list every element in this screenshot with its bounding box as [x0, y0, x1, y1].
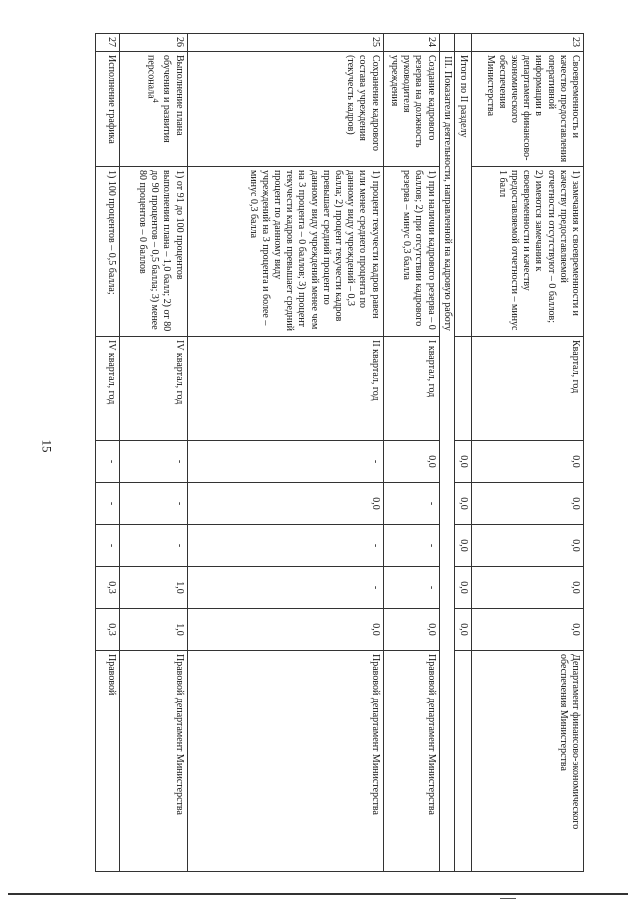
- indicator-criteria: 1) 100 процентов – 0,5 балла;: [95, 167, 119, 337]
- table-row: [119, 34, 187, 872]
- footnote-mark: 4: [151, 98, 161, 103]
- reporting-period: Квартал, год: [472, 337, 584, 441]
- reporting-period: I квартал, год: [383, 337, 439, 441]
- indicator-name: Сохранение кадрового состава учреждения (текучесть кадров): [187, 52, 383, 167]
- responsible-dept: Правовой департамент Министерства: [383, 651, 439, 872]
- total-label: Итого по II разделу: [454, 52, 471, 337]
- indicator-name: Исполнение графика: [95, 52, 119, 167]
- reporting-period: II квартал, год: [187, 337, 383, 441]
- indicator-criteria: 1) замечания к своевременности и качеству предоставляемой отчетности отсутствуют – 0 баллов; 2) имеются замечания к своевременности и качеству предоставляемой отчетности – минус 1 балл: [472, 167, 584, 337]
- indicator-criteria: 1) от 91 до 100 процентов выполнения плана – 1,0 балл; 2) от 80 до 90 процентов – 0,5 балла; 3) менее 80 процентов – 0 баллов: [119, 167, 187, 337]
- indicators-table: [95, 33, 584, 872]
- q2-value: 0,0: [472, 483, 584, 525]
- q2-value: 0,0: [187, 483, 383, 525]
- reporting-period: IV квартал, год: [95, 337, 119, 441]
- section-header-row: [439, 34, 454, 872]
- q1-value: -: [119, 441, 187, 483]
- q2-value: -: [95, 483, 119, 525]
- q4-value: 0,3: [95, 567, 119, 609]
- responsible-dept: Правовой департамент Министерства: [119, 651, 187, 872]
- q3-value: -: [119, 525, 187, 567]
- indicator-name: Своевременность и качество предоставления оперативной информации в департамент финансово-экономического обеспечения Министерства: [472, 52, 584, 167]
- row-number: 23: [472, 34, 584, 52]
- page-bottom-rule: [8, 893, 628, 895]
- section-title: III. Показатели деятельности, направленной на кадровую работу: [439, 52, 454, 872]
- table-row: [472, 34, 584, 872]
- indicator-name-text: Выполнение плана обучения и развития персонала: [145, 55, 185, 143]
- page-bottom-dash: [500, 898, 516, 899]
- row-number: 24: [383, 34, 439, 52]
- indicator-criteria: 1) процент текучести кадров равен или менее среднего процента по данному виду учреждений – 0,3 балла; 2) процент текучести кадров превышает средний процент по данному виду учреждений менее чем на 3 процента – 0 баллов; 3) процент текучести кадров превышает средний процент по данному виду учреждений на 3 процента и более – минус 0,3 балла: [187, 167, 383, 337]
- table-row: [383, 34, 439, 872]
- indicator-name: Создание кадрового резерва на должность руководителя учреждения: [383, 52, 439, 167]
- year-value: 0,0: [383, 609, 439, 651]
- q1-value: -: [187, 441, 383, 483]
- q4-value: 0,0: [472, 567, 584, 609]
- total-q1: 0,0: [454, 441, 471, 483]
- q3-value: -: [95, 525, 119, 567]
- year-value: 1,0: [119, 609, 187, 651]
- row-number: 25: [187, 34, 383, 52]
- total-year: 0,0: [454, 609, 471, 651]
- q3-value: -: [187, 525, 383, 567]
- reporting-period: IV квартал, год: [119, 337, 187, 441]
- year-value: 0,0: [472, 609, 584, 651]
- responsible-dept: Департамент финансово-экономического обеспечения Министерства: [472, 651, 584, 872]
- q1-value: 0,0: [472, 441, 584, 483]
- row-number: 26: [119, 34, 187, 52]
- rotated-table-page: [51, 33, 584, 871]
- total-q3: 0,0: [454, 525, 471, 567]
- year-value: 0,3: [95, 609, 119, 651]
- total-q4: 0,0: [454, 567, 471, 609]
- page-number: 15: [39, 439, 55, 453]
- q4-value: -: [187, 567, 383, 609]
- q4-value: 1,0: [119, 567, 187, 609]
- q2-value: -: [383, 483, 439, 525]
- q2-value: -: [119, 483, 187, 525]
- q3-value: 0,0: [472, 525, 584, 567]
- indicator-criteria: 1) при наличии кадрового резерва – 0 баллов; 2) при отсутствии кадрового резерва – минус 0,3 балла: [383, 167, 439, 337]
- indicator-name: [119, 52, 187, 167]
- q3-value: -: [383, 525, 439, 567]
- row-number: 27: [95, 34, 119, 52]
- q1-value: 0,0: [383, 441, 439, 483]
- responsible-dept: Правовой департамент Министерства: [187, 651, 383, 872]
- responsible-dept: Правовой: [95, 651, 119, 872]
- table-row: [95, 34, 119, 872]
- total-q2: 0,0: [454, 483, 471, 525]
- year-value: 0,0: [187, 609, 383, 651]
- table-row: [187, 34, 383, 872]
- q4-value: -: [383, 567, 439, 609]
- total-row: [454, 34, 471, 872]
- q1-value: -: [95, 441, 119, 483]
